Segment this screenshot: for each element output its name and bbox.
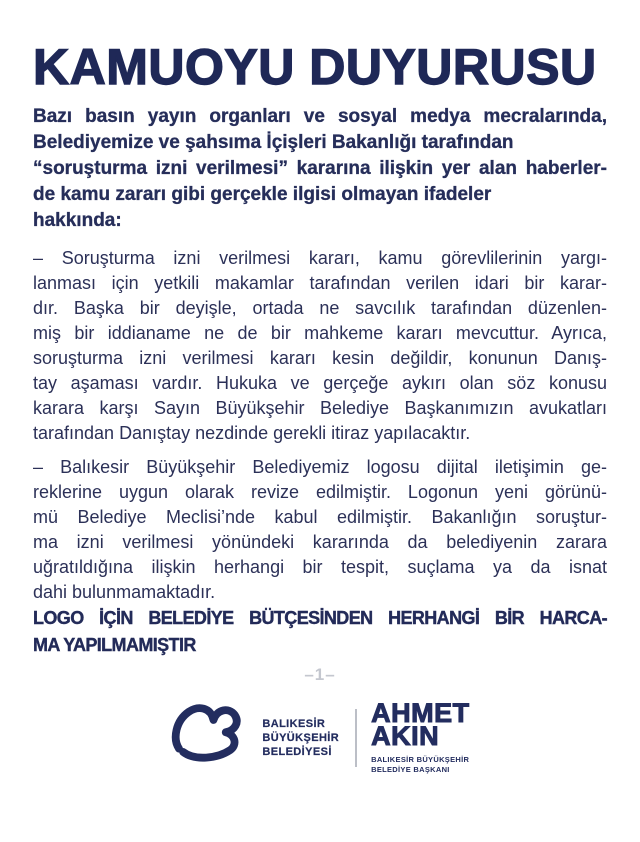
intro-line: hakkında: xyxy=(33,210,122,231)
closing-line: MA YAPILMAMIŞTIR xyxy=(33,635,196,655)
paragraph-line: tarafından Danıştay nezdinde gerekli itiraz yapılacaktır. xyxy=(33,423,471,443)
paragraph-line: reklerine uygun olarak revize edilmiştir. Logonun yeni görünü- xyxy=(33,482,607,502)
municipality-name-line: BELEDİYESİ xyxy=(262,746,332,758)
heart-b-logo-icon xyxy=(170,701,252,775)
intro-line: “soruşturma izni verilmesi” kararına ilişkin yer alan haberler- xyxy=(33,158,607,179)
body-paragraph-2 xyxy=(33,455,607,605)
municipality-name xyxy=(262,717,339,759)
paragraph-line: ma izni verilmesi yönündeki kararında da belediyenin zarara xyxy=(33,532,607,552)
mayor-title xyxy=(371,755,469,774)
page-title: KAMUOYU DUYURUSU xyxy=(33,39,597,95)
mayor-title-line: BALIKESİR BÜYÜKŞEHİR xyxy=(371,755,470,764)
closing-line: LOGO İÇİN BELEDİYE BÜTÇESİNDEN HERHANGİ BİR HARCA- xyxy=(33,608,607,628)
intro-line: de kamu zararı gibi gerçekle ilgisi olmayan ifadeler xyxy=(33,184,492,205)
footer xyxy=(33,698,607,775)
mayor-name-line: AKIN xyxy=(371,721,440,751)
paragraph-line: mü Belediye Meclisi’nde kabul edilmiştir. Bakanlığın soruştur- xyxy=(33,507,607,527)
municipality-name-line: BALIKESİR xyxy=(262,718,326,730)
paragraph-line: karara karşı Sayın Büyükşehir Belediye Başkanımızın avukatları xyxy=(33,398,607,418)
closing-statement xyxy=(33,605,607,659)
paragraph-line: lanması için yetkili makamlar tarafından verilen idari bir karar- xyxy=(33,273,607,293)
paragraph-line: tay aşaması vardır. Hukuka ve gerçeğe aykırı olan söz konusu xyxy=(33,373,607,393)
body-paragraph-1 xyxy=(33,246,607,446)
paragraph-line: dahi bulunmamaktadır. xyxy=(33,582,216,602)
intro-line: Bazı basın yayın organları ve sosyal medya mecralarında, xyxy=(33,106,607,127)
intro-paragraph xyxy=(33,104,607,234)
mayor-title-line: BELEDİYE BAŞKANI xyxy=(371,764,450,774)
announcement-page xyxy=(0,39,640,842)
paragraph-line: uğratıldığına ilişkin herhangi bir tespit, suçlama ya da isnat xyxy=(33,557,607,577)
paragraph-line: – Balıkesir Büyükşehir Belediyemiz logosu dijital iletişimin ge- xyxy=(33,457,607,477)
paragraph-line: – Soruşturma izni verilmesi kararı, kamu görevlilerinin yargı- xyxy=(33,248,607,268)
paragraph-line: miş bir iddianame ne de bir mahkeme kararı mevcuttur. Ayrıca, xyxy=(33,323,607,343)
paragraph-line: soruşturma izni verilmesi kararı kesin değildir, konunun Danış- xyxy=(33,348,607,368)
mayor-name-line: AHMET xyxy=(371,698,470,728)
page-number: –1– xyxy=(304,665,336,684)
municipality-name-line: BÜYÜKŞEHİR xyxy=(262,732,340,744)
mayor-signature xyxy=(371,698,470,774)
intro-line: Belediyemize ve şahsıma İçişleri Bakanlığı tarafından xyxy=(33,132,514,153)
vertical-divider xyxy=(355,709,357,767)
paragraph-line: dır. Başka bir deyişle, ortada ne savcılık tarafından düzenlen- xyxy=(33,298,607,318)
